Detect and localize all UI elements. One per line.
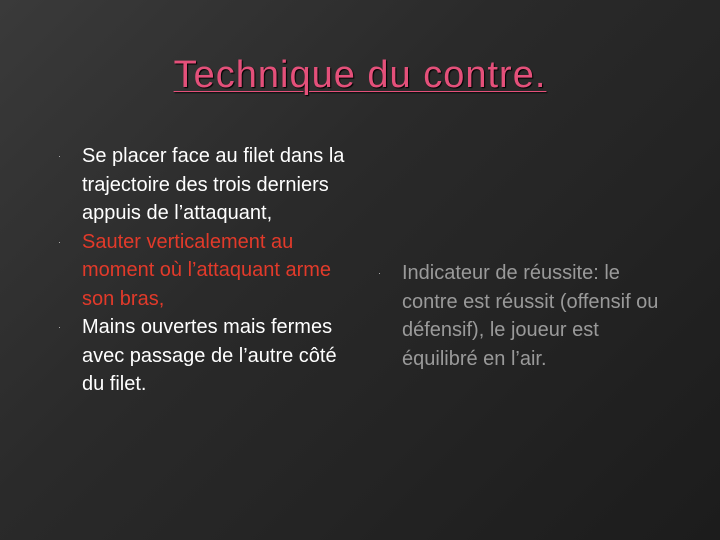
bullet-icon: · [58,236,61,247]
bullet-icon: · [58,151,61,161]
slide-title: Technique du contre. [173,54,547,96]
list-item [378,259,678,373]
list-item [58,228,348,314]
list-item-text: Sauter verticalement au moment où l’attaquant arme son bras, [82,230,332,310]
list-item [58,142,348,228]
bullet-icon: · [378,268,381,278]
list-item-text: Mains ouvertes mais fermes avec passage de l’autre côté du filet. [82,316,337,395]
right-bullet-list [378,259,678,373]
list-item-text: Indicateur de réussite: le contre est réussit (offensif ou défensif), le joueur est équilibré en l’air. [402,262,659,370]
list-item-text: Se placer face au filet dans la trajectoire des trois derniers appuis de l’attaquant, [82,145,345,224]
list-item [58,313,348,399]
bullet-icon: · [58,322,61,332]
left-bullet-list [58,142,348,399]
